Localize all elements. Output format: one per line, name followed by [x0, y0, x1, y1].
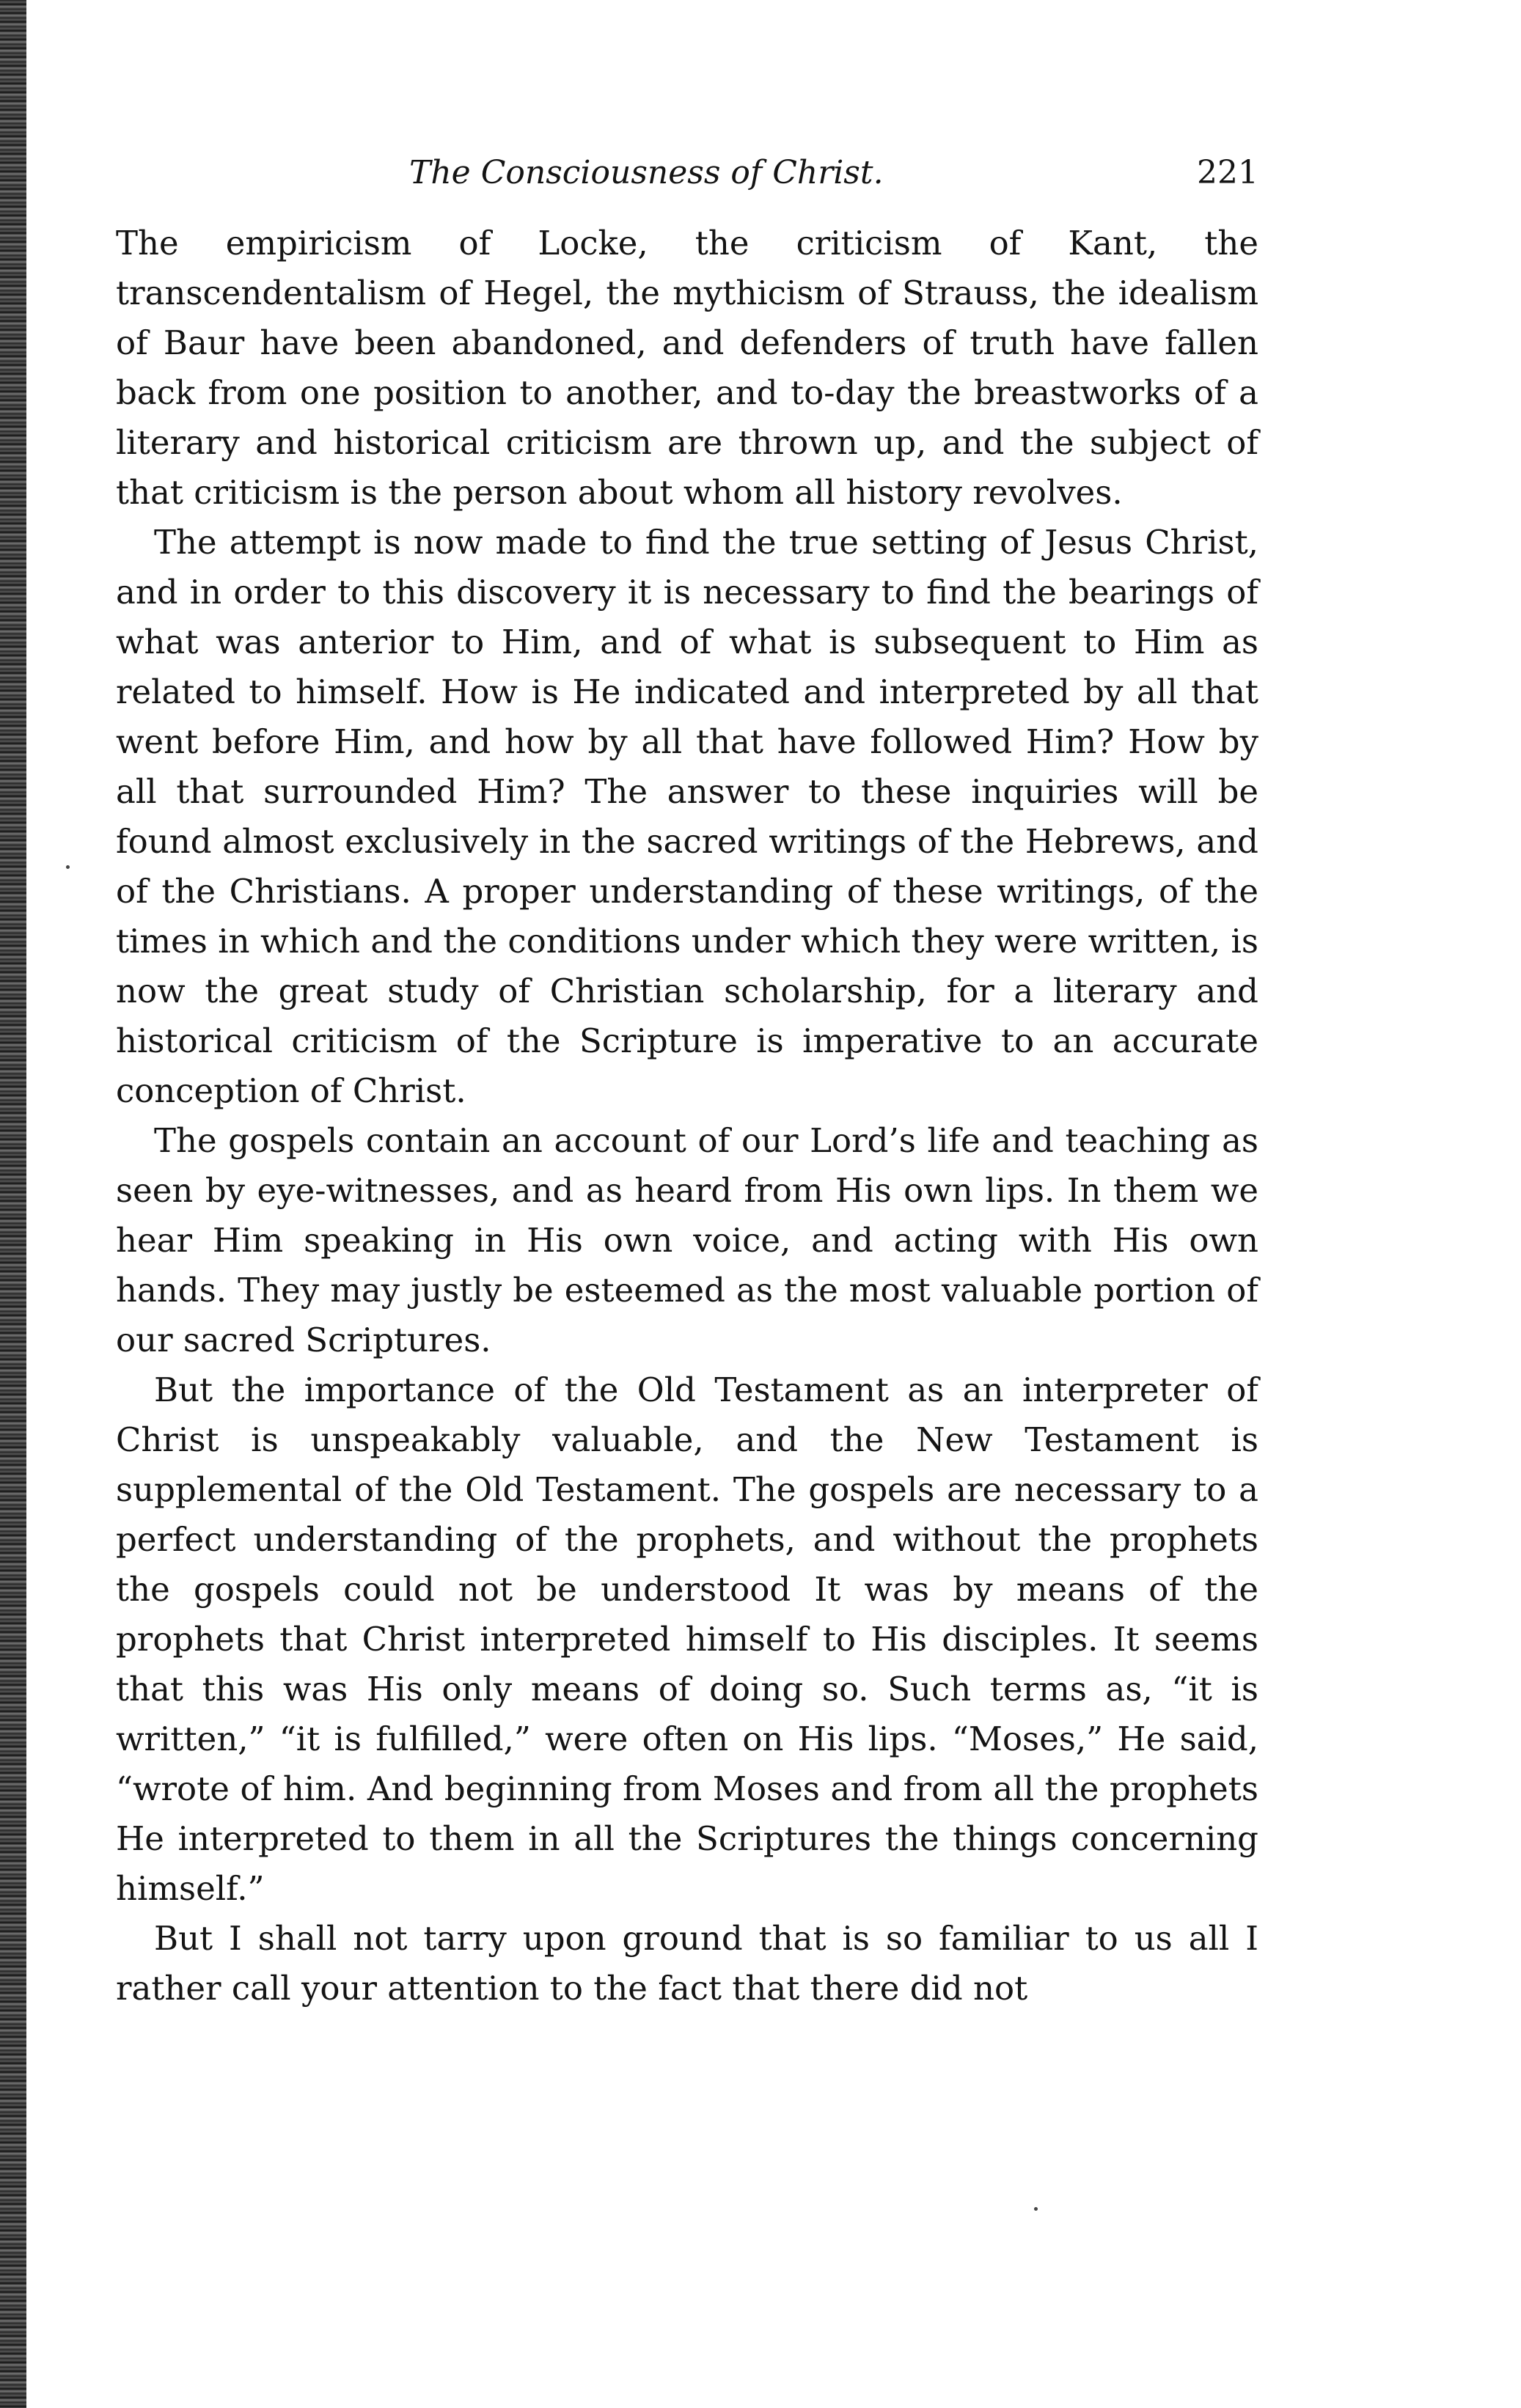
- paragraph-4: But the importance of the Old Testament as an interpreter of Christ is unspeakably valuable, and the New Testament is supplemental of the Old Testament. The gospels are necessary to a perfect understanding of the prophets, and without the prophets the gospels could not be understood It was by means of the prophets that Christ interpreted himself to His disciples. It seems that this was His only means of doing so. Such terms as, “it is written,” “it is fulfilled,” were often on His lips. “Moses,” He said, “wrote of him. And beginning from Moses and from all the prophets He interpreted to them in all the Scriptures the things concerning himself.”: [116, 1370, 1258, 1908]
- paragraph-3: The gospels contain an account of our Lord’s life and teaching as seen by eye-witnesses, and as heard from His own lips. In them we hear Him speaking in His own voice, and acting with His own hands. They may justly be esteemed as the most valuable portion of our sacred Scriptures.: [116, 1121, 1258, 1359]
- body-text: [116, 219, 1258, 2014]
- paragraph-2: The attempt is now made to find the true setting of Jesus Christ, and in order to this discovery it is necessary to find the bearings of what was anterior to Him, and of what is subsequent to Him as related to himself. How is He indicated and interpreted by all that went before Him, and how by all that have followed Him? How by all that surrounded Him? The answer to these inquiries will be found almost exclusively in the sacred writings of the Hebrews, and of the Christians. A proper understanding of these writings, of the times in which and the conditions under which they were written, is now the great study of Christian scholarship, for a literary and historical criticism of the Scripture is imperative to an accurate conception of Christ.: [116, 523, 1258, 1110]
- running-head: [116, 154, 1258, 205]
- stray-print-mark: [66, 865, 70, 869]
- paragraph-1: The empiricism of Locke, the criticism of Kant, the transcendentalism of Hegel, the mythicism of Strauss, the idealism of Baur have been abandoned, and defenders of truth have fallen back from one position to another, and to-day the breastworks of a literary and historical criticism are thrown up, and the subject of that criticism is the person about whom all history revolves.: [116, 224, 1258, 512]
- book-page: [116, 154, 1258, 2014]
- paragraph-5: But I shall not tarry upon ground that is so familiar to us all I rather call your attention to the fact that there did not: [116, 1919, 1258, 2008]
- page-number: 221: [1197, 154, 1258, 191]
- page-binding-edge: [0, 0, 26, 2408]
- running-title: The Consciousness of Christ.: [409, 154, 884, 191]
- stray-print-mark: [1034, 2207, 1038, 2211]
